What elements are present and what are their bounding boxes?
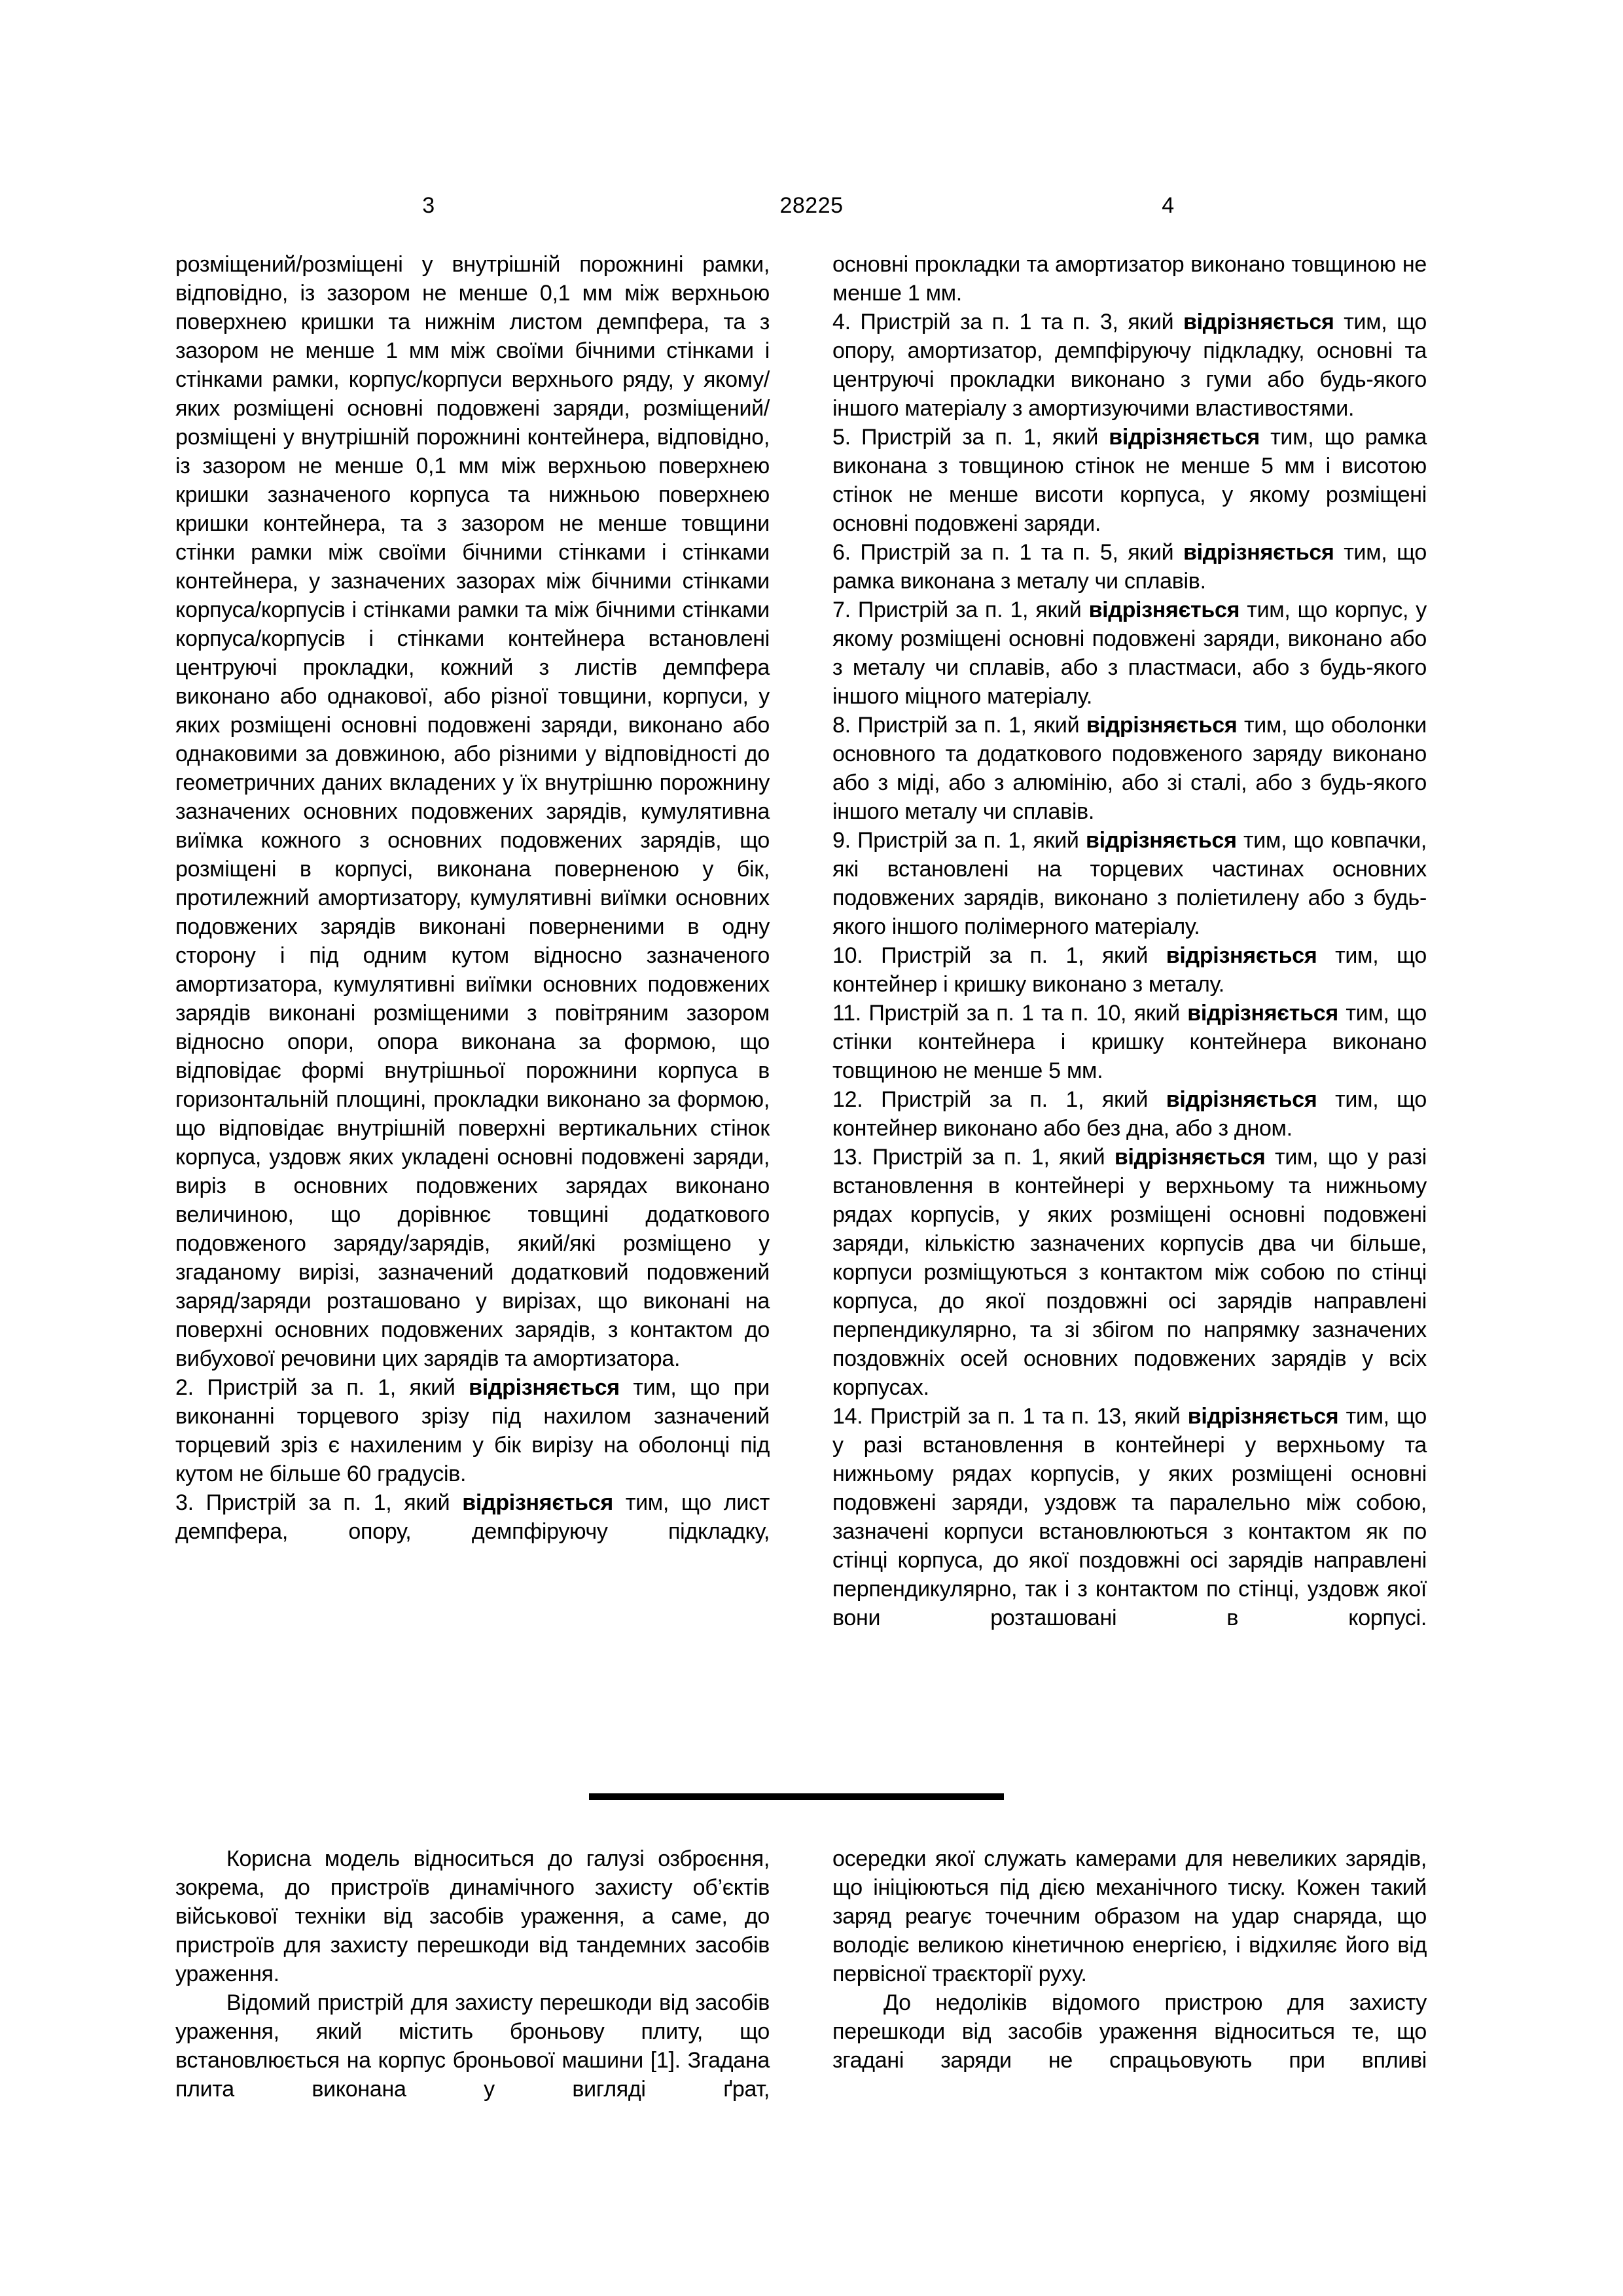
text-run: розміщений/розміщені у внутрішній порожнині рамки, відповідно, із зазором не менше 0,1 мм між верхньою поверхнею кришки та нижнім листом демпфера, та з зазором не менше 1 мм між своїми бічними стінками і стінками рамки, корпус/корпуси верхнього ряду, у якому/яких розміщені основні подовжені заряди, розміщений/розміщені у внутрішній порожнині контейнера, відповідно, із зазором не менше 0,1 мм між верхньою поверхнею кришки зазначеного корпуса та нижньою поверхнею кришки контейнера, та з зазором не менше товщини стінки рамки між своїми бічними стінками і стінками контейнера, у зазначених зазорах між бічними стінками корпуса/корпусів і стінками рамки та між бічними стінками корпуса/корпусів і стінками контейнера встановлені центруючі прокладки, кожний з листів демпфера виконано або однакової, або різної товщини, корпуси, у яких розміщені основні подовжені заряди, виконано або однаковими за довжиною, або різними у відповідності до геометричних даних вкладених у їх внутрішню порожнину зазначених основних подовжених зарядів, кумулятивна виїмка кожного з основних подовжених зарядів, що розміщені в корпусі, виконана поверненою у бік, протилежний амортизатору, кумулятивні виїмки основних подовжених зарядів виконані поверненими в одну сторону і під одним кутом відносно зазначеного амортизатора, кумулятивні виїмки основних подовжених зарядів виконані розміщеними з повітряним зазором відносно опори, опора виконана за формою, що відповідає формі внутрішньої порожнини корпуса в горизонтальній площині, прокладки виконано за формою, що відповідає внутрішній поверхні вертикальних стінок корпуса, уздовж яких укладені основні подовжені заряди, виріз в основних подовжених зарядах виконано величиною, що дорівнює товщині додаткового подовженого заряду/зарядів, який/які розміщено у згаданому вирізі, зазначений додатковий подовжений заряд/заряди розташовано у вирізах, що виконані на поверхні основних подовжених зарядів, з контактом до вибухової речовини цих зарядів та амортизатора. (175, 252, 770, 1371)
text-run: 12. Пристрій за п. 1, який (832, 1087, 1166, 1112)
emphasized-text-run: відрізняється (1086, 828, 1237, 853)
emphasized-text-run: відрізняється (1166, 943, 1317, 968)
emphasized-text-run: відрізняється (1166, 1087, 1317, 1112)
emphasized-text-run: відрізняється (469, 1375, 620, 1400)
page-number-right: 4 (1162, 193, 1175, 218)
text-run: тим, що при виконанні торцевого зрізу під нахилом зазначений торцевий зріз є нахиленим у бік вирізу на оболонці під кутом не більше 60 градусів. (175, 1375, 770, 1486)
paragraph (832, 308, 1427, 423)
text-run: тим, що контейнер і кришку виконано з металу. (832, 943, 1427, 997)
paragraph (832, 250, 1427, 308)
text-run: Корисна модель відноситься до галузі озброєння, зокрема, до пристроїв динамічного захисту об’єктів військової техніки від засобів ураження, а саме, до пристроїв для захисту перешкоди від тандемних засобів ураження. (175, 1846, 770, 1986)
document-number: 28225 (779, 193, 844, 218)
text-run: тим, що у разі встановлення в контейнері у верхньому та нижньому рядах корпусів, у яких розміщені основні подовжені заряди, кількістю зазначених корпусів два чи більше, корпуси розміщуються з контактом між собою по стінці корпуса, до якої поздовжні осі зарядів направлені перпендикулярно, та зі збігом по напрямку зазначених поздовжніх осей основних подовжених зарядів у всіх корпусах. (832, 1145, 1427, 1400)
text-run: тим, що корпус, у якому розміщені основні подовжені заряди, виконано або з металу чи сплавів, або з пластмаси, або з будь-якого іншого міцного матеріалу. (832, 598, 1427, 709)
paragraph (832, 941, 1427, 999)
paragraph (175, 1988, 770, 2104)
paragraph (175, 1488, 770, 1546)
emphasized-text-run: відрізняється (1088, 598, 1240, 622)
text-run: 6. Пристрій за п. 1 та п. 5, який (832, 540, 1183, 565)
text-run: тим, що лист демпфера, опору, демпфіруючу підкладку, (175, 1490, 770, 1544)
paragraph (832, 1402, 1427, 1632)
text-run: 10. Пристрій за п. 1, який (832, 943, 1166, 968)
text-run: До недоліків відомого пристрою для захисту перешкоди від засобів ураження відноситься те, що згадані заряди не спрацьовують при впливі (832, 1990, 1427, 2073)
paragraph (832, 1988, 1427, 2075)
page-number-left: 3 (422, 193, 435, 218)
paragraph (832, 1085, 1427, 1143)
paragraph (832, 1143, 1427, 1402)
text-run: 4. Пристрій за п. 1 та п. 3, який (832, 310, 1183, 334)
text-run: тим, що оболонки основного та додаткового подовженого заряду виконано або з міді, або з алюмінію, або зі сталі, або з будь-якого іншого металу чи сплавів. (832, 713, 1427, 824)
emphasized-text-run: відрізняється (1183, 310, 1334, 334)
paragraph (832, 538, 1427, 596)
emphasized-text-run: відрізняється (1109, 425, 1260, 450)
emphasized-text-run: відрізняється (1187, 1001, 1338, 1026)
paragraph (832, 596, 1427, 711)
description-right-column (832, 1844, 1427, 2075)
paragraph (832, 423, 1427, 538)
emphasized-text-run: відрізняється (1086, 713, 1238, 738)
text-run: тим, що рамка виконана з металу чи сплавів. (832, 540, 1427, 594)
paragraph (175, 1844, 770, 1988)
paragraph (832, 711, 1427, 826)
text-run: 5. Пристрій за п. 1, який (832, 425, 1109, 450)
text-run: 8. Пристрій за п. 1, який (832, 713, 1086, 738)
text-run: тим, що стінки контейнера і кришку контейнера виконано товщиною не менше 5 мм. (832, 1001, 1427, 1083)
text-run: тим, що у разі встановлення в контейнері у верхньому та нижньому рядах корпусів, у яких розміщені основні подовжені заряди, уздовж та паралельно між собою, зазначені корпуси встановлюються з контактом як по стінці корпуса, до якої поздовжні осі зарядів направлені перпендикулярно, так і з контактом по стінці, уздовж якої вони розташовані в корпусі. (832, 1404, 1427, 1630)
text-run: тим, що опору, амортизатор, демпфіруючу підкладку, основні та центруючі прокладки виконано з гуми або будь-якого іншого матеріалу з амортизуючими властивостями. (832, 310, 1427, 421)
paragraph (175, 250, 770, 1373)
text-run: тим, що рамка виконана з товщиною стінок не менше 5 мм і висотою стінок не менше висоти корпуса, у якому розміщені основні подовжені заряди. (832, 425, 1427, 536)
text-run: тим, що контейнер виконано або без дна, або з дном. (832, 1087, 1427, 1141)
emphasized-text-run: відрізняється (1114, 1145, 1266, 1170)
text-run: 2. Пристрій за п. 1, який (175, 1375, 469, 1400)
paragraph (832, 1844, 1427, 1988)
paragraph (832, 999, 1427, 1085)
emphasized-text-run: відрізняється (1187, 1404, 1339, 1429)
emphasized-text-run: відрізняється (462, 1490, 613, 1515)
text-run: 11. Пристрій за п. 1 та п. 10, який (832, 1001, 1188, 1026)
text-run: 3. Пристрій за п. 1, який (175, 1490, 463, 1515)
description-left-column (175, 1844, 770, 2104)
paragraph (832, 826, 1427, 941)
text-run: Відомий пристрій для захисту перешкоди від засобів ураження, який містить броньову плиту, що встановлюється на корпус броньової машини [1]. Згадана плита виконана у вигляді ґрат, (175, 1990, 770, 2102)
emphasized-text-run: відрізняється (1183, 540, 1334, 565)
section-divider-rule (589, 1793, 1004, 1800)
text-run: осередки якої служать камерами для невеликих зарядів, що ініціюються під дією механічного тиску. Кожен такий заряд реагує точечним образом на удар снаряда, що володіє великою кінетичною енергією, і відхиляє його від первісної траєкторії руху. (832, 1846, 1427, 1986)
page-header (0, 191, 1623, 223)
text-run: тим, що ковпачки, які встановлені на торцевих частинах основних подовжених зарядів, виконано з поліетилену або з будь-якого іншого полімерного матеріалу. (832, 828, 1427, 939)
text-run: 13. Пристрій за п. 1, який (832, 1145, 1115, 1170)
claims-left-column (175, 250, 770, 1546)
paragraph (175, 1373, 770, 1488)
text-run: 14. Пристрій за п. 1 та п. 13, який (832, 1404, 1188, 1429)
text-run: 7. Пристрій за п. 1, який (832, 598, 1089, 622)
text-run: 9. Пристрій за п. 1, який (832, 828, 1086, 853)
text-run: основні прокладки та амортизатор виконано товщиною не менше 1 мм. (832, 252, 1427, 306)
claims-right-column (832, 250, 1427, 1632)
